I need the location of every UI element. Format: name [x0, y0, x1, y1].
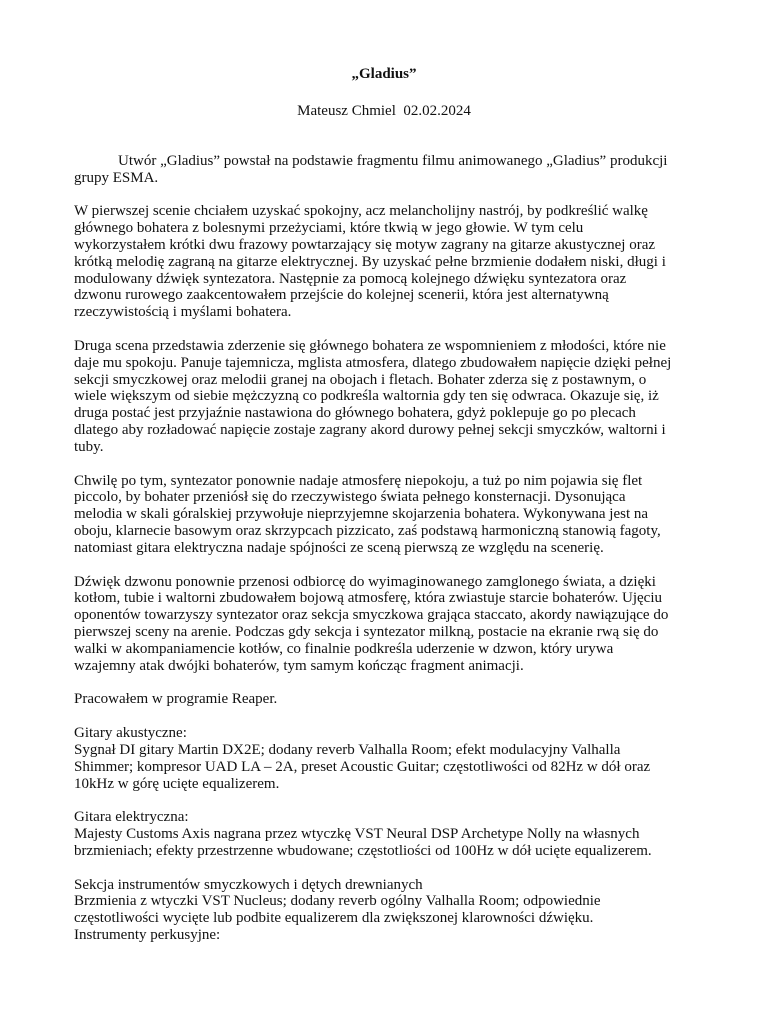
paragraph-fourth-scene: [74, 574, 694, 675]
text-line: wykorzystałem krótki dwu frazowy powtarzający się motyw zagrany na gitarze akustycznej oraz: [74, 236, 656, 253]
text-line: kotłom, tubie i waltorni zbudowałem bojową atmosferę, która zwiastuje starcie bohaterów. Ujęciu: [74, 590, 663, 607]
paragraph-third-scene: [74, 473, 694, 557]
paragraph-first-scene: [74, 203, 694, 321]
section-heading: Gitary akustyczne:: [74, 725, 187, 742]
text-line: oboju, klarnecie basowym oraz skrzypcach pizzicato, zaś podstawą harmoniczną stanowią fagoty,: [74, 522, 661, 539]
section-heading: Sekcja instrumentów smyczkowych i dętych drewnianych: [74, 876, 423, 893]
paragraph-electric-guitar: [74, 809, 694, 859]
paragraph-acoustic-guitars: [74, 725, 694, 792]
text-line: walki w akompaniamencie kotłów, co finalnie podkreśla uderzenie w dzwon, który urywa: [74, 640, 614, 657]
paragraph-strings-woodwinds: [74, 877, 694, 944]
document-page: [74, 66, 694, 944]
text-line: rzeczywistością i myślami bohatera.: [74, 304, 292, 321]
text-line: Utwór „Gladius” powstał na podstawie fragmentu filmu animowanego „Gladius” produkcji: [118, 152, 668, 169]
text-line: Majesty Customs Axis nagrana przez wtyczkę VST Neural DSP Archetype Nolly na własnych: [74, 826, 640, 843]
text-line: Chwilę po tym, syntezator ponownie nadaje atmosferę niepokoju, a tuż po nim pojawia się flet: [74, 472, 643, 489]
text-line: daje mu spokoju. Panuje tajemnicza, mglista atmosfera, dlatego zbudowałem napięcie dzięki pełnej: [74, 354, 672, 371]
text-line: sekcji smyczkowej oraz melodii granej na obojach i fletach. Bohater zderza się z postawnym, o: [74, 371, 647, 388]
text-line: modulowany dźwięk syntezatora. Następnie za pomocą kolejnego dźwięku syntezatora oraz: [74, 270, 627, 287]
section-heading: Gitara elektryczna:: [74, 809, 189, 826]
text-line: melodia w skali góralskiej przywołuje nieprzyjemne skojarzenia bohatera. Wykonywana jest na: [74, 506, 649, 523]
text-line: częstotliwości wycięte lub podbite equalizerem dla zwiększonej klarowności dźwięku.: [74, 910, 594, 927]
text-line: grupy ESMA.: [74, 169, 159, 186]
text-line: piccolo, by bohater przeniósł się do rzeczywistego świata pełnego konsternacji. Dysonująca: [74, 489, 626, 506]
document-body: [74, 153, 694, 944]
author-date-line: Mateusz Chmiel 02.02.2024: [297, 103, 471, 119]
text-line: wiele większym od siebie mężczyzną co podkreśla waltornia gdy ten się odwraca. Okazuje się, iż: [74, 388, 659, 405]
text-line: Sygnał DI gitary Martin DX2E; dodany reverb Valhalla Room; efekt modulacyjny Valhalla: [74, 741, 621, 758]
text-line: dzwonu rurowego zaakcentowałem przejście do kolejnej scenerii, która jest alternatywną: [74, 287, 609, 304]
text-line: głównego bohatera z bolesnymi przeżyciami, które tkwią w jego głowie. W tym celu: [74, 220, 584, 237]
text-line: druga postać jest przyjaźnie nastawiona do głównego bohatera, gdyż poklepuje go po plecach: [74, 405, 636, 422]
text-line: 10kHz w górę ucięte equalizerem.: [74, 775, 280, 792]
text-line: dlatego aby rozładować napięcie zostaje zagrany akord durowy pełnej sekcji smyczków, waltorni i: [74, 421, 666, 438]
text-line: Dźwięk dzwonu ponownie przenosi odbiorcę do wyimaginowanego zamglonego świata, a dzięki: [74, 573, 656, 590]
document-title: „Gladius”: [351, 66, 417, 82]
text-line: pierwszej sceny na arenie. Podczas gdy sekcja i syntezator milkną, postacie na ekranie rwą się do: [74, 623, 659, 640]
paragraph-second-scene: [74, 338, 694, 456]
text-line: Druga scena przedstawia zderzenie się głównego bohatera ze wspomnieniem z młodości, które nie: [74, 337, 666, 354]
text-line: Shimmer; kompresor UAD LA – 2A, preset Acoustic Guitar; częstotliwości od 82Hz w dół oraz: [74, 758, 651, 775]
text-line: natomiast gitara elektryczna nadaje spójności ze sceną pierwszą ze względu na scenerię.: [74, 539, 604, 556]
text-line: W pierwszej scenie chciałem uzyskać spokojny, acz melancholijny nastrój, by podkreślić walkę: [74, 203, 648, 220]
text-line: Brzmienia z wtyczki VST Nucleus; dodany reverb ogólny Valhalla Room; odpowiednie: [74, 893, 601, 910]
text-line: tuby.: [74, 438, 104, 455]
section-heading: Instrumenty perkusyjne:: [74, 927, 221, 944]
text-line: krótką melodię zagraną na gitarze elektrycznej. By uzyskać pełne brzmienie dodałem niski, długi i: [74, 253, 666, 270]
paragraph-software: [74, 691, 694, 708]
text-line: oponentów towarzyszy syntezator oraz sekcja smyczkowa grająca staccato, akordy nawiązujące do: [74, 607, 669, 624]
text-line: wzajemny atak dwójki bohaterów, tym samym kończąc fragment animacji.: [74, 657, 524, 674]
text-line: brzmieniach; efekty przestrzenne wbudowane; częstotliości od 100Hz w dół ucięte equalizerem.: [74, 842, 652, 859]
paragraph-intro: [74, 153, 694, 187]
text-line: Pracowałem w programie Reaper.: [74, 691, 278, 708]
